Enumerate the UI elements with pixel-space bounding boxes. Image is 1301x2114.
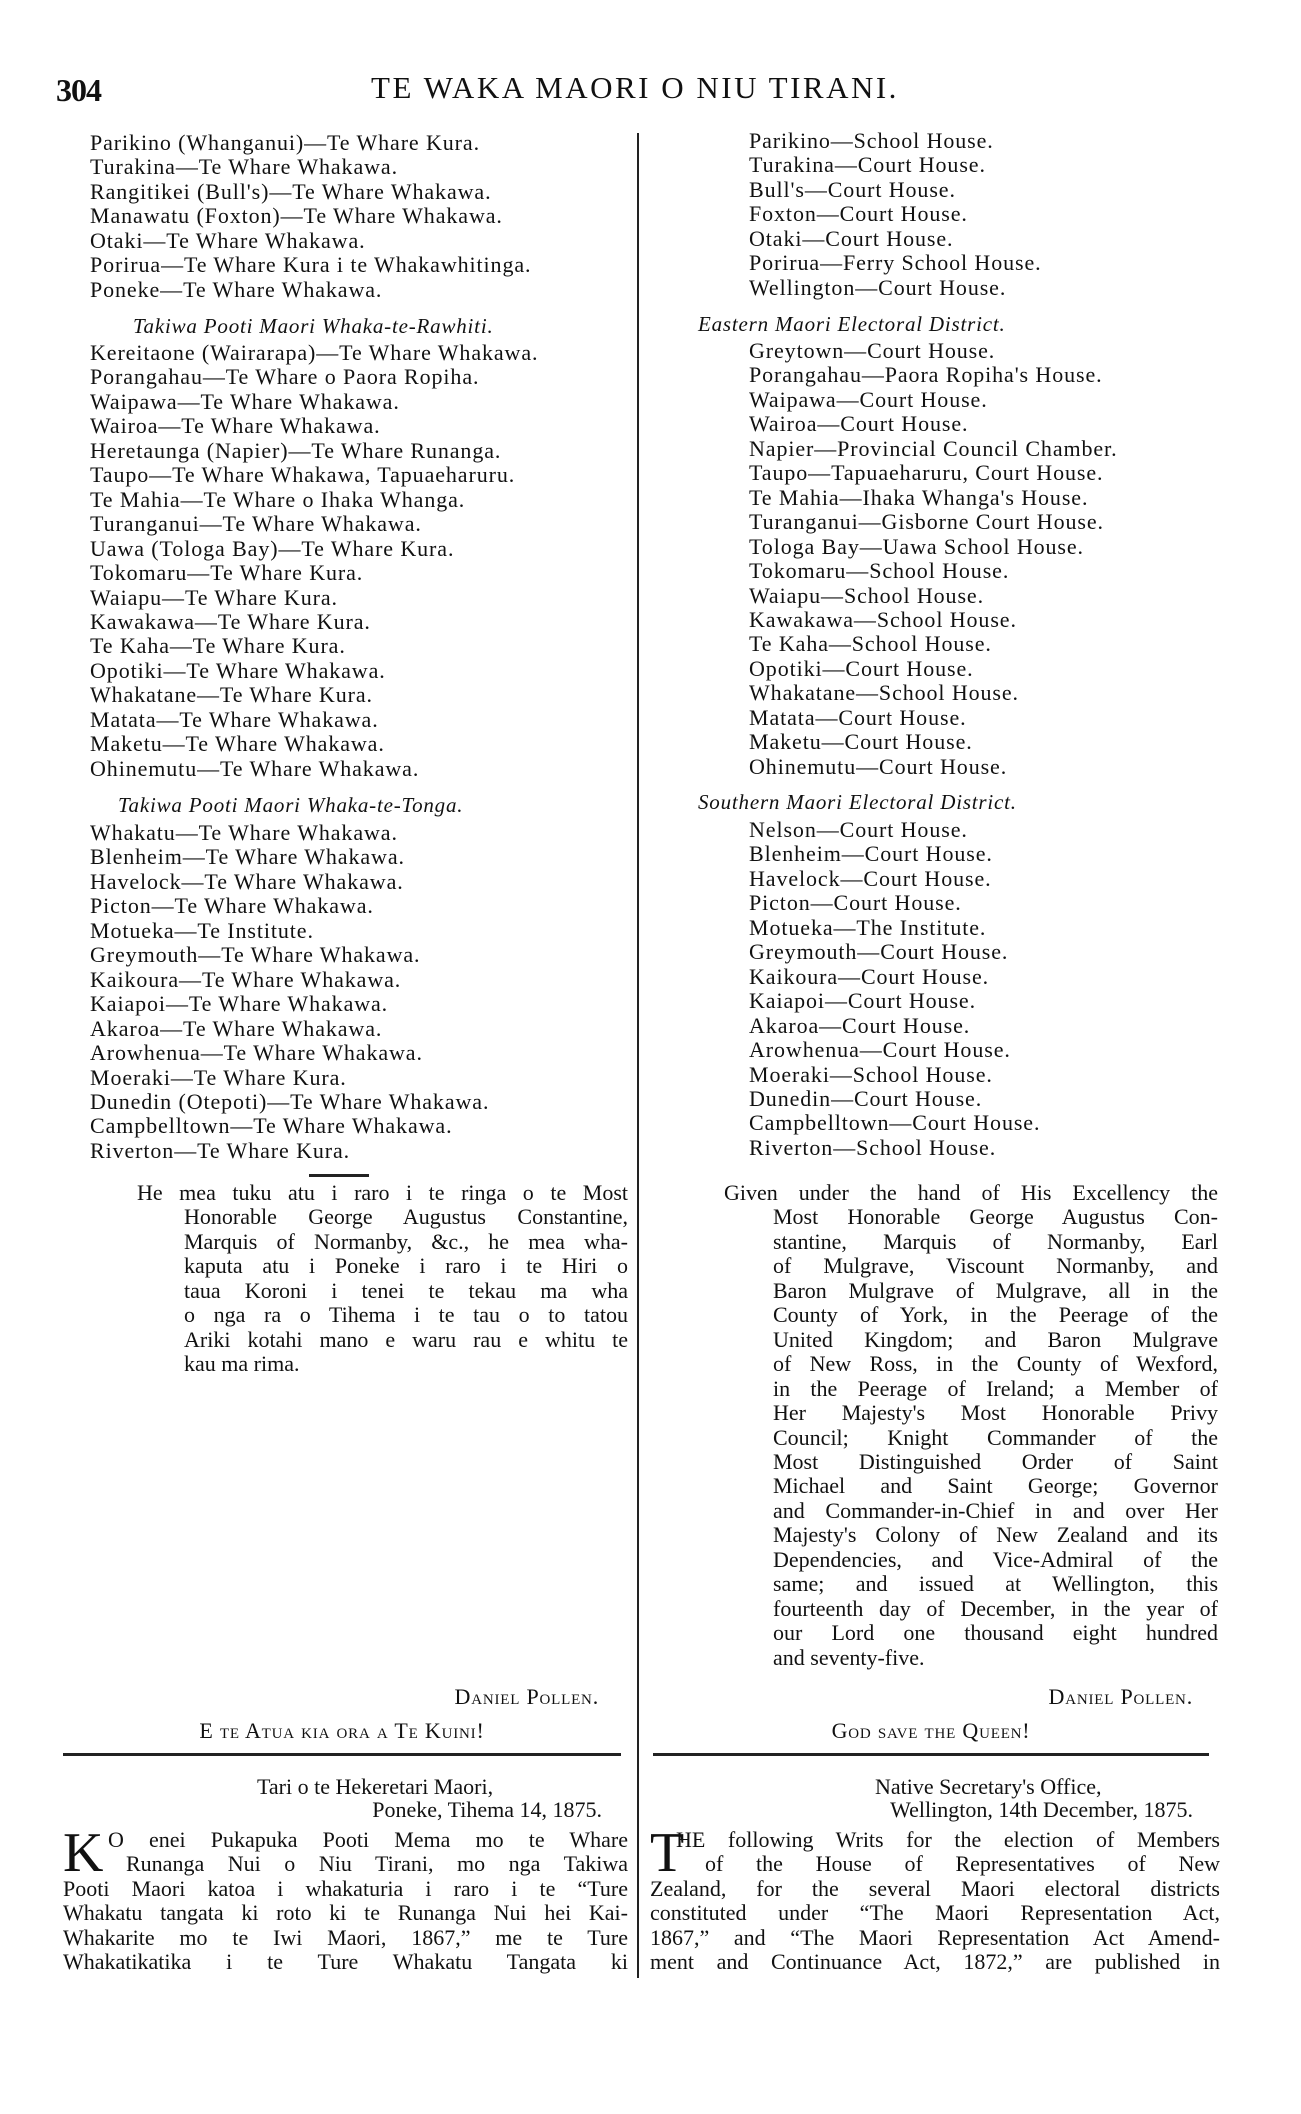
list-item: Blenheim—Court House. — [749, 841, 993, 867]
list-item: Te Kaha—School House. — [749, 631, 992, 657]
text-line: Most Distinguished Order of Saint — [773, 1449, 1218, 1474]
short-rule — [309, 1174, 369, 1177]
left-proclamation — [137, 1181, 628, 1377]
list-item: Manawatu (Foxton)—Te Whare Whakawa. — [90, 203, 503, 229]
list-item: Kawakawa—School House. — [749, 606, 1017, 632]
list-item: Porirua—Ferry School House. — [749, 250, 1042, 276]
list-item: Arowhenua—Te Whare Whakawa. — [90, 1040, 423, 1066]
list-item: Dunedin—Court House. — [749, 1085, 983, 1111]
list-item: Tokomaru—School House. — [749, 558, 1010, 584]
list-item: Maketu—Te Whare Whakawa. — [90, 731, 385, 757]
list-item: Campbelltown—Court House. — [749, 1110, 1041, 1136]
text-line: Michael and Saint George; Governor — [773, 1474, 1218, 1499]
right-list-block2 — [749, 339, 1117, 779]
left-place-date: Poneke, Tihema 14, 1875. — [372, 1797, 602, 1822]
list-item: Motueka—The Institute. — [749, 914, 987, 940]
text-line: Her Majesty's Most Honorable Privy — [773, 1401, 1218, 1426]
drop-cap: T — [650, 1822, 685, 1884]
text-line: Most Honorable George Augustus Con- — [773, 1205, 1218, 1230]
list-item: Havelock—Te Whare Whakawa. — [90, 868, 404, 894]
left-office: Tari o te Hekeretari Maori, — [257, 1774, 494, 1799]
text-line: HE following Writs for the election of Members — [676, 1828, 1220, 1852]
list-item: Wairoa—Te Whare Whakawa. — [90, 413, 381, 439]
list-item: Nelson—Court House. — [749, 817, 968, 842]
text-line: Council; Knight Commander of the — [773, 1425, 1218, 1450]
list-item: Moeraki—Te Whare Kura. — [90, 1064, 347, 1090]
text-line: Pooti Maori katoa i whakaturia i raro i te “Ture — [63, 1876, 628, 1901]
list-item: Kaiapoi—Court House. — [749, 988, 976, 1014]
list-item: Kaiapoi—Te Whare Whakawa. — [90, 991, 389, 1017]
text-line: Whakatu tangata ki roto ki te Runanga Nui hei Kai- — [63, 1901, 628, 1926]
list-item: Moeraki—School House. — [749, 1061, 993, 1087]
list-item: Kereitaone (Wairarapa)—Te Whare Whakawa. — [90, 340, 539, 365]
list-item: Parikino—School House. — [749, 128, 994, 153]
text-line: kau ma rima. — [184, 1352, 300, 1377]
text-line: Zealand, for the several Maori electoral districts — [650, 1876, 1220, 1901]
list-item: Waiapu—Te Whare Kura. — [90, 584, 338, 610]
left-list-block1 — [90, 131, 531, 302]
text-line: and Commander-in-Chief in and over Her — [773, 1498, 1218, 1523]
list-item: Motueka—Te Institute. — [90, 917, 314, 943]
list-item: Greytown—Court House. — [749, 338, 996, 363]
text-line: constituted under “The Maori Representation Act, — [650, 1901, 1220, 1926]
list-item: Waipawa—Court House. — [749, 386, 988, 412]
list-item: Otaki—Court House. — [749, 225, 954, 251]
text-line: Whakatikatika i te Ture Whakatu Tangata ki — [63, 1950, 628, 1975]
list-item: Porangahau—Paora Ropiha's House. — [749, 362, 1103, 388]
list-item: Turanganui—Gisborne Court House. — [749, 509, 1104, 535]
list-item: Taupo—Te Whare Whakawa, Tapuaeharuru. — [90, 462, 516, 488]
left-closing: E te Atua kia ora a Te Kuini! — [199, 1718, 485, 1743]
list-item: Uawa (Tologa Bay)—Te Whare Kura. — [90, 535, 455, 561]
list-item: Heretaunga (Napier)—Te Whare Runanga. — [90, 437, 502, 463]
list-item: Riverton—Te Whare Kura. — [90, 1137, 351, 1163]
column-divider — [637, 133, 639, 1978]
list-item: Havelock—Court House. — [749, 865, 992, 891]
text-line: County of York, in the Peerage of the — [773, 1303, 1218, 1328]
text-line: Honorable George Augustus Constantine, — [184, 1205, 628, 1230]
drop-cap: K — [63, 1822, 104, 1884]
list-item: Whakatane—Te Whare Kura. — [90, 682, 373, 708]
list-item: Ohinemutu—Te Whare Whakawa. — [90, 755, 420, 781]
list-item: Rangitikei (Bull's)—Te Whare Whakawa. — [90, 178, 492, 204]
text-line: He mea tuku atu i raro i te ringa o te Most — [137, 1181, 628, 1205]
list-item: Tokomaru—Te Whare Kura. — [90, 560, 364, 586]
text-line: ment and Continuance Act, 1872,” are published in — [650, 1950, 1220, 1975]
left-list-block2 — [90, 341, 538, 781]
list-item: Matata—Te Whare Whakawa. — [90, 706, 379, 732]
list-item: Kaikoura—Court House. — [749, 963, 990, 989]
list-item: Blenheim—Te Whare Whakawa. — [90, 844, 405, 870]
list-item: Te Kaha—Te Whare Kura. — [90, 633, 346, 659]
right-list-block3 — [749, 818, 1040, 1160]
list-item: Ohinemutu—Court House. — [749, 753, 1008, 779]
text-line: same; and issued at Wellington, this — [773, 1572, 1218, 1597]
right-list-block1 — [749, 129, 1042, 300]
list-item: Greymouth—Te Whare Whakawa. — [90, 942, 421, 968]
text-line: Ariki kotahi mano e waru rau e whitu te — [184, 1327, 628, 1352]
list-item: Maketu—Court House. — [749, 729, 973, 755]
right-heading-eastern: Eastern Maori Electoral District. — [698, 312, 1006, 336]
list-item: Picton—Court House. — [749, 890, 962, 916]
list-item: Turakina—Te Whare Whakawa. — [90, 154, 398, 180]
text-line: fourteenth day of December, in the year of — [773, 1596, 1218, 1621]
text-line: of New Ross, in the County of Wexford, — [773, 1352, 1218, 1377]
right-notice — [650, 1822, 1220, 1975]
list-item: Napier—Provincial Council Chamber. — [749, 435, 1118, 461]
list-item: Bull's—Court House. — [749, 176, 956, 202]
text-line: of Mulgrave, Viscount Normanby, and — [773, 1254, 1218, 1279]
text-line: taua Koroni i tenei te tekau ma wha — [184, 1278, 628, 1303]
left-heading-southern: Takiwa Pooti Maori Whaka-te-Tonga. — [118, 793, 464, 817]
left-notice — [63, 1822, 628, 1975]
page-number: 304 — [56, 72, 101, 108]
list-item: Foxton—Court House. — [749, 201, 968, 227]
list-item: Campbelltown—Te Whare Whakawa. — [90, 1113, 453, 1139]
list-item: Porirua—Te Whare Kura i te Whakawhitinga. — [90, 252, 532, 278]
text-line: our Lord one thousand eight hundred — [773, 1621, 1218, 1646]
right-heading-southern: Southern Maori Electoral District. — [698, 790, 1017, 814]
text-line: Runanga Nui o Niu Tirani, mo nga Takiwa — [126, 1852, 628, 1877]
right-proclamation — [724, 1181, 1218, 1670]
text-line: and seventy-five. — [773, 1645, 925, 1670]
left-signature: Daniel Pollen. — [454, 1684, 599, 1709]
list-item: Waipawa—Te Whare Whakawa. — [90, 388, 400, 414]
text-line: Dependencies, and Vice-Admiral of the — [773, 1547, 1218, 1572]
list-item: Picton—Te Whare Whakawa. — [90, 893, 374, 919]
left-list-block3 — [90, 821, 489, 1163]
left-heading-eastern: Takiwa Pooti Maori Whaka-te-Rawhiti. — [133, 314, 494, 338]
text-line: Marquis of Normanby, &c., he mea wha- — [184, 1229, 628, 1254]
list-item: Parikino (Whanganui)—Te Whare Kura. — [90, 130, 480, 155]
list-item: Wairoa—Court House. — [749, 411, 969, 437]
right-section-rule — [653, 1753, 1209, 1756]
text-line: of the House of Representatives of New — [705, 1852, 1220, 1877]
list-item: Whakatane—School House. — [749, 680, 1019, 706]
text-line: stantine, Marquis of Normanby, Earl — [773, 1229, 1218, 1254]
right-place-date: Wellington, 14th December, 1875. — [890, 1797, 1193, 1822]
list-item: Otaki—Te Whare Whakawa. — [90, 227, 366, 253]
list-item: Te Mahia—Ihaka Whanga's House. — [749, 484, 1089, 510]
list-item: Whakatu—Te Whare Whakawa. — [90, 820, 398, 845]
page-title: TE WAKA MAORI O NIU TIRANI. — [371, 70, 899, 105]
list-item: Opotiki—Te Whare Whakawa. — [90, 657, 386, 683]
list-item: Te Mahia—Te Whare o Ihaka Whanga. — [90, 486, 466, 512]
list-item: Arowhenua—Court House. — [749, 1037, 1011, 1063]
left-section-rule — [63, 1753, 621, 1756]
right-office: Native Secretary's Office, — [875, 1774, 1102, 1799]
list-item: Turanganui—Te Whare Whakawa. — [90, 511, 422, 537]
list-item: Greymouth—Court House. — [749, 939, 1009, 965]
text-line: kaputa atu i Poneke i raro i te Hiri o — [184, 1254, 628, 1279]
text-line: Baron Mulgrave of Mulgrave, all in the — [773, 1278, 1218, 1303]
text-line: O enei Pukapuka Pooti Mema mo te Whare — [108, 1828, 628, 1852]
text-line: in the Peerage of Ireland; a Member of — [773, 1376, 1218, 1401]
list-item: Kawakawa—Te Whare Kura. — [90, 608, 371, 634]
list-item: Wellington—Court House. — [749, 274, 1007, 300]
list-item: Akaroa—Court House. — [749, 1012, 971, 1038]
list-item: Riverton—School House. — [749, 1134, 997, 1160]
list-item: Tologa Bay—Uawa School House. — [749, 533, 1084, 559]
list-item: Akaroa—Te Whare Whakawa. — [90, 1015, 383, 1041]
text-line: Majesty's Colony of New Zealand and its — [773, 1523, 1218, 1548]
text-line: Whakarite mo te Iwi Maori, 1867,” me te Ture — [63, 1925, 628, 1950]
list-item: Opotiki—Court House. — [749, 655, 974, 681]
list-item: Poneke—Te Whare Whakawa. — [90, 276, 383, 302]
right-signature: Daniel Pollen. — [1048, 1684, 1193, 1709]
list-item: Porangahau—Te Whare o Paora Ropiha. — [90, 364, 480, 390]
text-line: o nga ra o Tihema i te tau o to tatou — [184, 1303, 628, 1328]
text-line: 1867,” and “The Maori Representation Act Amend- — [650, 1925, 1220, 1950]
list-item: Kaikoura—Te Whare Whakawa. — [90, 966, 402, 992]
list-item: Matata—Court House. — [749, 704, 967, 730]
list-item: Dunedin (Otepoti)—Te Whare Whakawa. — [90, 1088, 490, 1114]
text-line: Given under the hand of His Excellency the — [724, 1181, 1218, 1205]
right-closing: God save the Queen! — [831, 1718, 1031, 1743]
list-item: Taupo—Tapuaeharuru, Court House. — [749, 460, 1104, 486]
list-item: Waiapu—School House. — [749, 582, 984, 608]
text-line: United Kingdom; and Baron Mulgrave — [773, 1327, 1218, 1352]
list-item: Turakina—Court House. — [749, 152, 986, 178]
